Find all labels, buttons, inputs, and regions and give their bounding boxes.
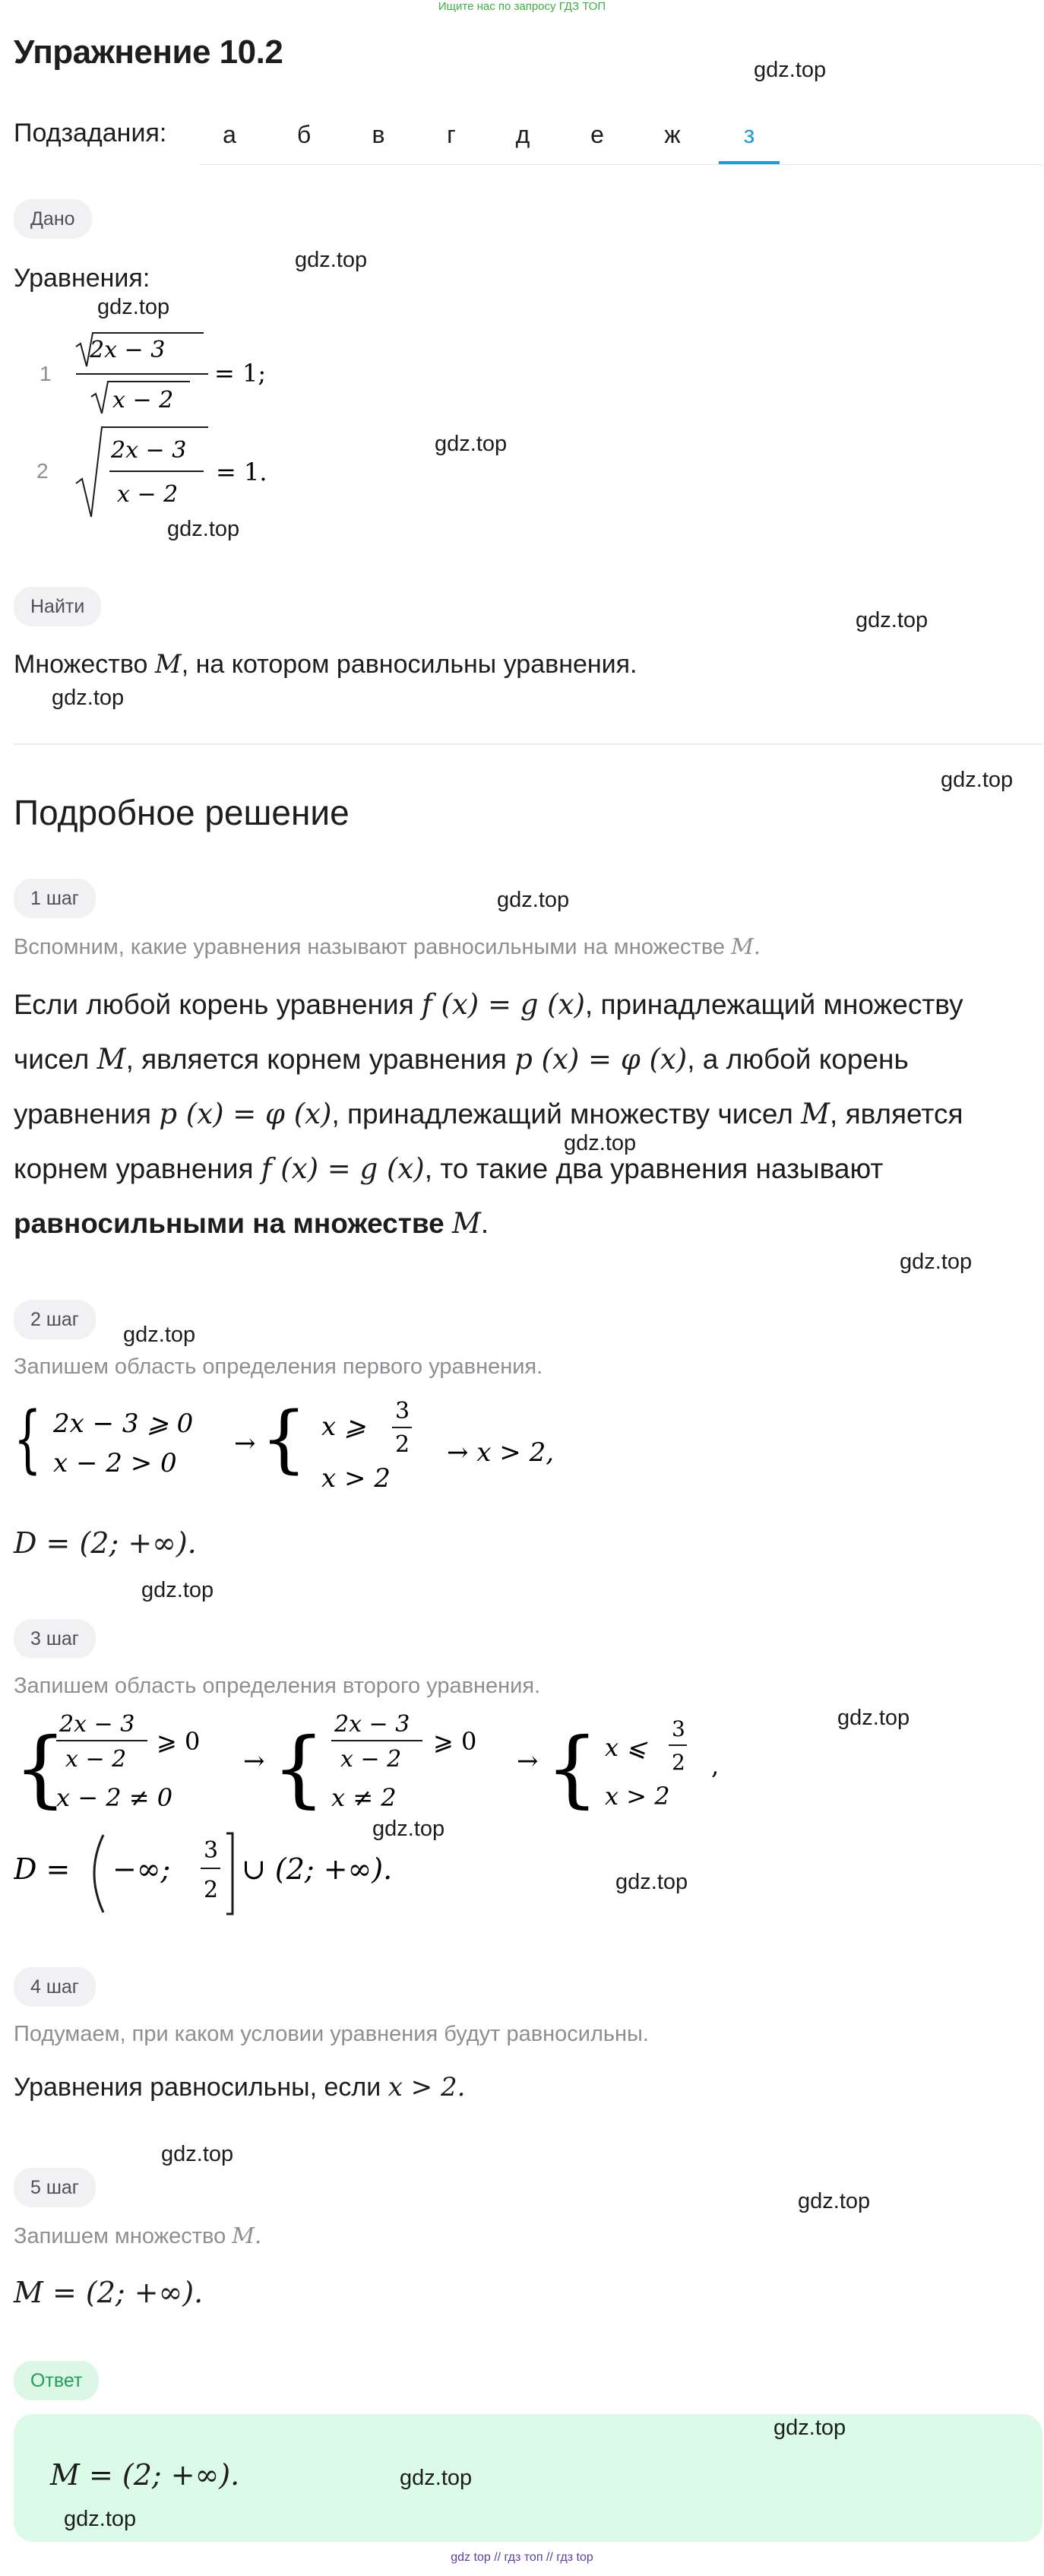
step-2-badge: 2 шаг: [14, 1300, 96, 1339]
step-2-hint: Запишем область определения первого уравнения.: [14, 1355, 543, 1379]
step-4-text: [14, 2071, 465, 2104]
step-1-line-5: равносильными на множестве M.: [14, 1207, 489, 1240]
svg-text:= 1;: = 1;: [214, 359, 267, 388]
watermark: gdz.top: [141, 1578, 214, 1602]
given-badge: Дано: [14, 199, 92, 239]
step-1-hint: [14, 933, 761, 960]
svg-text:{: {: [14, 1396, 42, 1482]
find-text: [14, 648, 637, 681]
find-text-before: Множество: [14, 650, 148, 679]
watermark: gdz.top: [837, 1706, 910, 1730]
watermark: gdz.top: [615, 1870, 688, 1894]
s3-sys2-ineq: ⩾ 0: [433, 1727, 477, 1756]
svg-text:{: {: [14, 1719, 67, 1817]
solution-heading: Подробное решение: [14, 793, 350, 832]
sys2-line-1: x ⩾: [321, 1412, 366, 1442]
sys1-line-1: 2x − 3 ⩾ 0: [53, 1408, 194, 1439]
answer-badge: Ответ: [14, 2361, 99, 2400]
step-4-text-main: Уравнения равносильны, если: [14, 2073, 381, 2102]
footer: gdz top // гдз топ // гдз top: [451, 2551, 593, 2564]
step-4-badge: 4 шаг: [14, 1967, 96, 2007]
s3-sys2-num: 2x − 3: [334, 1711, 410, 1738]
step-1-hint-var: M.: [731, 933, 761, 959]
step-1-hint-text: Вспомним, какие уравнения называют равносильными на множестве: [14, 935, 726, 959]
step-1-line-1: Если любой корень уравнения f (x) = g (x), принадлежащий множеству: [14, 988, 963, 1021]
watermark: gdz.top: [856, 608, 929, 632]
svg-text:→: →: [243, 1746, 265, 1776]
s3-sys1-den: x − 2: [65, 1746, 127, 1773]
s3-domain-end: ∪ (2; +∞).: [242, 1852, 393, 1886]
sys-result: → x > 2,: [447, 1437, 555, 1468]
svg-text:2x − 3: 2x − 3: [90, 337, 166, 363]
tab-g[interactable]: г: [447, 121, 456, 148]
subtask-tabs: [199, 106, 1042, 165]
watermark: gdz.top: [564, 1131, 637, 1155]
step-5-result: M = (2; +∞).: [14, 2276, 204, 2309]
step-5-hint-var: M.: [232, 2223, 262, 2248]
tab-zh[interactable]: ж: [664, 121, 681, 148]
step-5-badge: 5 шаг: [14, 2168, 96, 2207]
equation-2: [73, 423, 293, 525]
s3-domain-inner: −∞;: [112, 1852, 171, 1886]
watermark: gdz.top: [123, 1323, 196, 1347]
s3-sys1-num: 2x − 3: [59, 1711, 135, 1738]
step-1-line-4: корнем уравнения f (x) = g (x), то такие два уравнения называют: [14, 1152, 884, 1185]
svg-text:{: {: [261, 1396, 308, 1481]
s3-sys1-line-2: x − 2 ≠ 0: [56, 1783, 173, 1812]
watermark: gdz.top: [372, 1817, 445, 1841]
tab-e[interactable]: е: [590, 121, 604, 148]
tab-a[interactable]: а: [223, 121, 236, 148]
equation-number-2: 2: [36, 459, 49, 483]
step-1-text: [14, 977, 1032, 1251]
watermark: gdz.top: [295, 248, 368, 272]
s3-sys3-line-1: x ⩽: [605, 1733, 647, 1762]
watermark: gdz.top: [435, 432, 508, 456]
watermark: gdz.top: [161, 2142, 234, 2166]
s3-domain-num: 3: [204, 1837, 219, 1864]
watermark: gdz.top: [64, 2507, 137, 2531]
watermark: gdz.top: [754, 58, 827, 82]
find-var: M: [154, 649, 182, 680]
divider: [14, 743, 1042, 745]
svg-text:{: {: [546, 1719, 599, 1817]
s3-domain-start: D =: [14, 1852, 71, 1886]
watermark: gdz.top: [774, 2416, 846, 2440]
sys2-frac-den: 2: [395, 1431, 410, 1458]
tab-b[interactable]: б: [296, 121, 312, 148]
answer-value: M = (2; +∞).: [50, 2458, 240, 2492]
step-3-system: [14, 1704, 743, 1830]
watermark: gdz.top: [497, 888, 570, 912]
tab-v[interactable]: в: [372, 121, 385, 148]
tab-d[interactable]: д: [515, 121, 530, 148]
s3-sys2-line-2: x ≠ 2: [331, 1783, 397, 1812]
watermark: gdz.top: [97, 295, 170, 319]
find-text-after: , на котором равносильны уравнения.: [181, 650, 637, 679]
step-2-domain: D = (2; +∞).: [14, 1526, 197, 1560]
step-3-badge: 3 шаг: [14, 1619, 96, 1659]
sys2-line-2: x > 2: [321, 1463, 391, 1494]
step-2-system: [14, 1388, 591, 1506]
step-5-hint-text: Запишем множество: [14, 2224, 226, 2248]
page-title: Упражнение 10.2: [14, 33, 283, 71]
subtasks-label: Подзадания:: [14, 119, 167, 147]
watermark: gdz.top: [167, 517, 240, 541]
step-1-line-3: уравнения p (x) = φ (x), принадлежащий множеству чисел M, является: [14, 1098, 963, 1130]
s3-sys2-den: x − 2: [340, 1746, 402, 1773]
equation-number-1: 1: [40, 362, 52, 385]
step-1-line-2: чисел M, является корнем уравнения p (x) = φ (x), а любой корень: [14, 1043, 909, 1076]
s3-domain-den: 2: [204, 1877, 219, 1903]
step-4-hint: Подумаем, при каком условии уравнения будут равносильны.: [14, 2022, 649, 2046]
svg-text:→: →: [517, 1746, 539, 1776]
svg-text:→: →: [234, 1428, 256, 1459]
equation-1: [73, 328, 286, 422]
svg-text:{: {: [272, 1719, 325, 1817]
s3-sys3-num: 3: [672, 1716, 685, 1741]
sys2-frac-num: 3: [395, 1398, 410, 1424]
top-banner: Ищите нас по запросу ГДЗ ТОП: [438, 0, 606, 13]
given-heading: Уравнения:: [14, 264, 150, 293]
step-3-hint: Запишем область определения второго уравнения.: [14, 1674, 541, 1698]
svg-text:= 1.: = 1.: [216, 458, 267, 486]
watermark: gdz.top: [52, 686, 125, 710]
find-badge: Найти: [14, 587, 101, 626]
svg-text:x − 2: x − 2: [112, 387, 174, 413]
watermark: gdz.top: [400, 2466, 473, 2490]
step-1-badge: 1 шаг: [14, 879, 96, 918]
watermark: gdz.top: [900, 1250, 973, 1274]
watermark: gdz.top: [798, 2189, 871, 2213]
step-5-hint: [14, 2223, 261, 2249]
svg-text:x − 2: x − 2: [117, 481, 179, 508]
watermark: gdz.top: [941, 768, 1014, 792]
sys1-line-2: x − 2 > 0: [53, 1448, 177, 1478]
step-4-cond: x > 2.: [388, 2072, 466, 2102]
s3-sys3-den: 2: [672, 1750, 685, 1775]
tab-z[interactable]: з: [719, 117, 780, 164]
svg-text:,: ,: [711, 1751, 720, 1780]
s3-sys3-line-2: x > 2: [605, 1782, 670, 1811]
svg-text:2x − 3: 2x − 3: [111, 437, 187, 464]
s3-sys1-ineq: ⩾ 0: [157, 1727, 201, 1756]
